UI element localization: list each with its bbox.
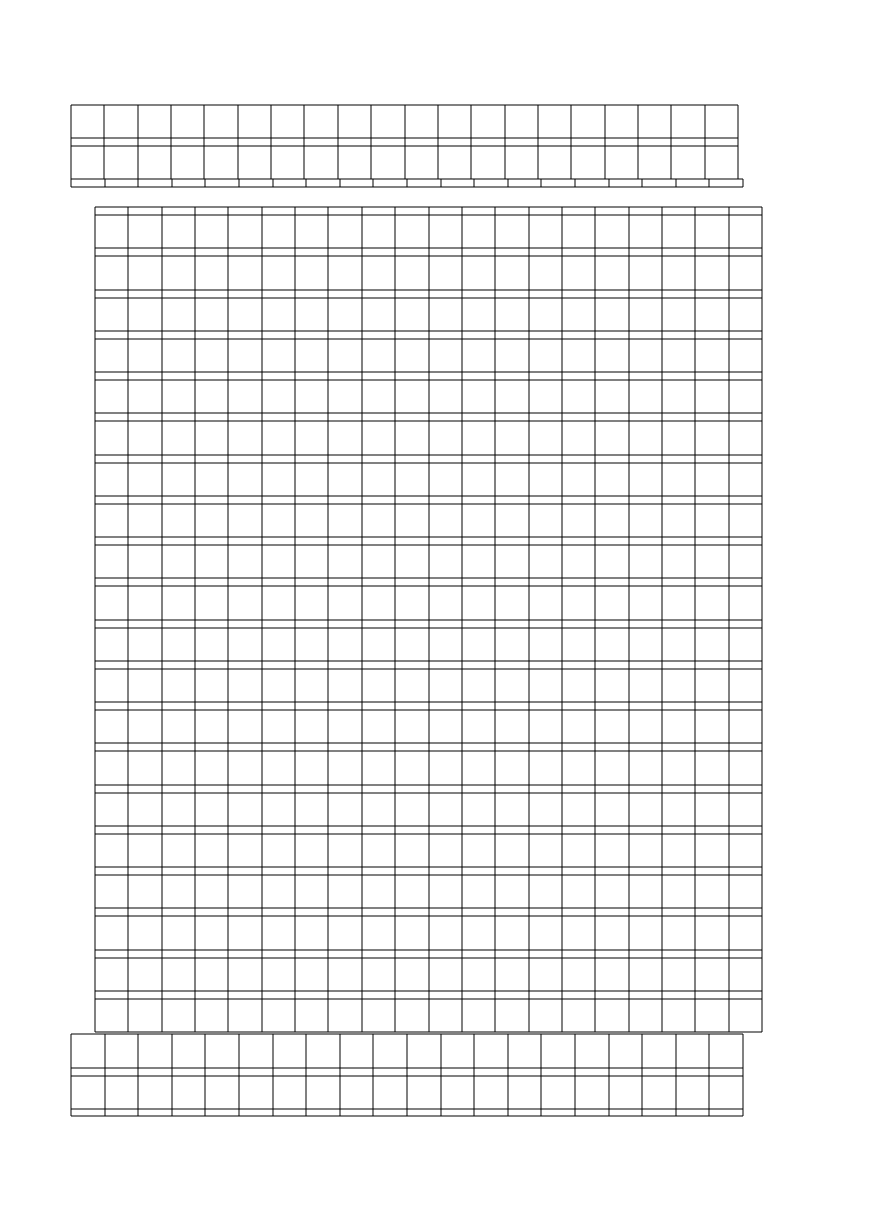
main-grid-block — [95, 207, 762, 1032]
top-grid-block — [71, 105, 743, 187]
bottom-grid-block — [71, 1034, 743, 1116]
